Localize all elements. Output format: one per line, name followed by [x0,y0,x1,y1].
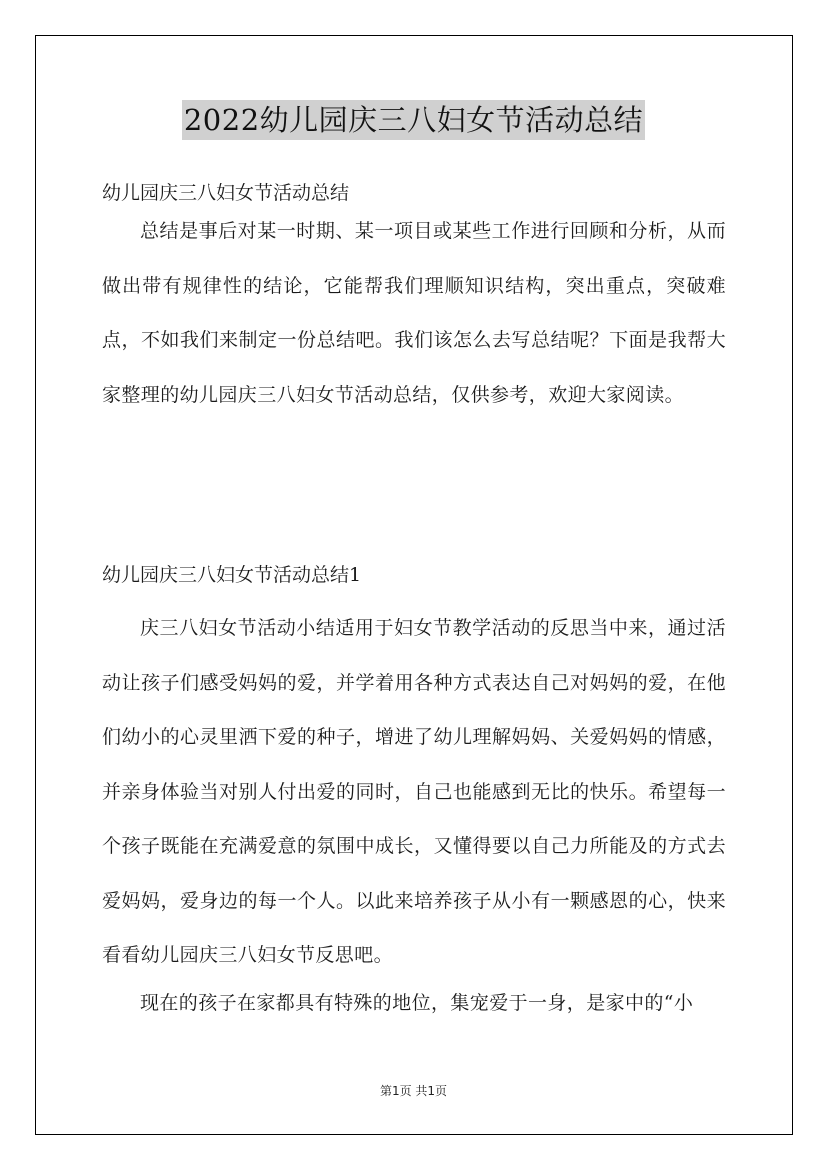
page-footer: 第1页 共1页 [379,1084,448,1098]
section-paragraph-2: 现在的孩子在家都具有特殊的地位，集宠爱于一身，是家中的“小 [140,992,694,1014]
document-subtitle: 幼儿园庆三八妇女节活动总结 [102,182,350,204]
document-title: 2022幼儿园庆三八妇女节活动总结 [182,100,645,140]
intro-paragraph: 总结是事后对某一时期、某一项目或某些工作进行回顾和分析，从而做出带有规律性的结论，它能帮我们理顺知识结构，突出重点，突破难点，不如我们来制定一份总结吧。我们该怎么去写总结呢？下面是我帮大家整理的幼儿园庆三八妇女节活动总结，仅供参考，欢迎大家阅读。 [102,220,726,406]
title-container [0,100,827,140]
section-paragraph-1: 庆三八妇女节活动小结适用于妇女节教学活动的反思当中来，通过活动让孩子们感受妈妈的爱，并学着用各种方式表达自己对妈妈的爱，在他们幼小的心灵里洒下爱的种子，增进了幼儿理解妈妈、关爱妈妈的情感，并亲身体验当对别人付出爱的同时，自己也能感到无比的快乐。希望每一个孩子既能在充满爱意的氛围中成长，又懂得要以自己力所能及的方式去爱妈妈，爱身边的每一个人。以此来培养孩子从小有一颗感恩的心，快来看看幼儿园庆三八妇女节反思吧。 [102,617,726,966]
section-heading: 幼儿园庆三八妇女节活动总结1 [102,564,362,586]
